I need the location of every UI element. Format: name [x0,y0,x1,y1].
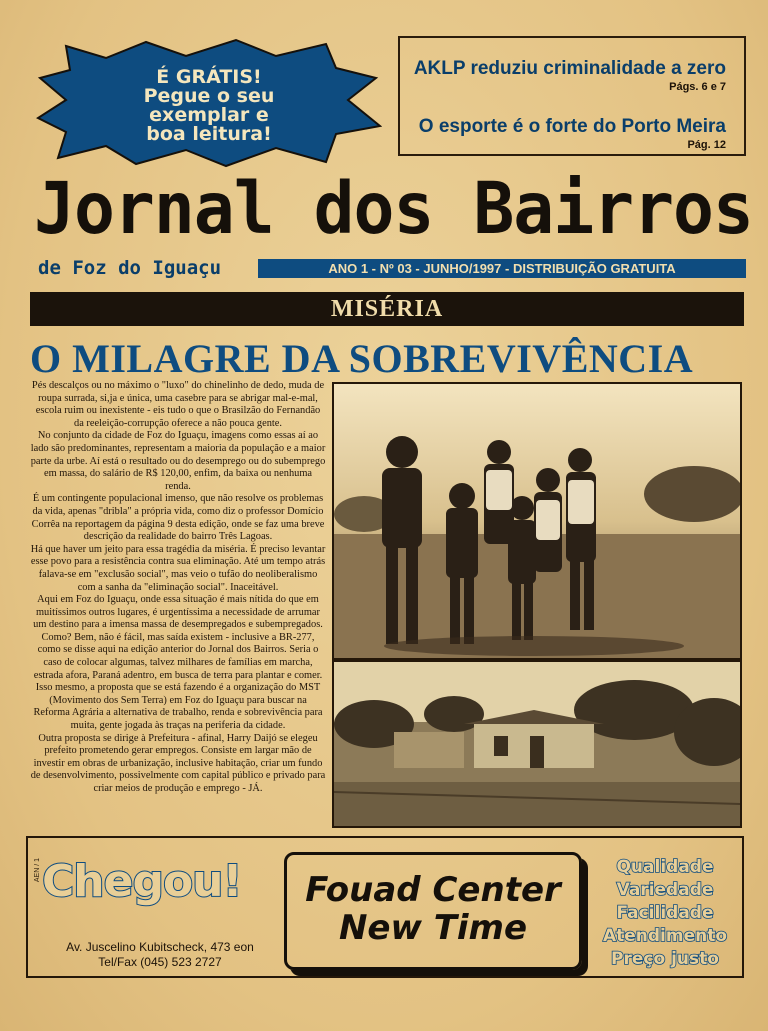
article-paragraph: Outra proposta se dirige à Prefeitura - afinal, Harry Daijó se elegeu prefeito prometendo gerar empregos. Consiste em largar mão de investir em obras de urbanização, inclusive habitação, criar um fundo de desenvolvimento, possivelmente com capital público e privado para criar meios de produção e emprego - JÁ. [30,732,326,794]
article-paragraph: Isso mesmo, a proposta que se está fazendo é a organização do MST (Movimento dos Sem Terra) em Foz do Iguaçu para buscar na Reforma Agrária a alternativa de trabalho, renda e sobrevivência para muita, gente jogada às traças na periferia da cidade. [33,682,323,732]
ad-phone-line: Tel/Fax (045) 523 2727 [98,955,222,969]
children-photo-image [334,384,740,658]
article-paragraph: Pés descalços ou no máximo o "luxo" do chinelinho de dedo, muda de roupa surrada, si,ja e única, uma casebre para se abrigar mal-e-mal, escola ruim ou inexistente - eis tudo o que o Brasilzão do Fernandão da reeleição-corrupção oferece a não pouca gente. [31,380,325,429]
teaser-box [398,36,746,156]
article-paragraph: No conjunto da cidade de Foz do Iguaçu, imagens como essas aí ao lado são predominantes, representam a maioria da população e a maior parte da urbe. Aí está o resultado ou do desemprego ou do subemprego em massa, do salário de R$ 120,00, enfim, da baixa ou nenhuma renda. [30,430,326,492]
ad-feature: Variedade [616,880,714,900]
teaser-pages: Págs. 6 e 7 [669,81,726,93]
article-body [30,380,326,830]
ad-headline: Chegou! [42,856,242,907]
masthead-title: Jornal dos Bairros [34,168,753,251]
promo-line: É GRÁTIS! [156,66,262,88]
advertisement [26,836,744,978]
ad-features [592,856,738,971]
teaser-pages: Pág. 12 [687,139,726,151]
main-headline: O MILAGRE DA SOBREVIVÊNCIA [30,336,694,381]
houses-photo-image [334,662,740,826]
promo-line: boa leitura! [146,123,272,145]
photo-houses [332,660,742,828]
article-paragraph: Há que haver um jeito para essa tragédia da miséria. É preciso levantar esse povo para a resistência contra sua eliminação. Até um tempo atrás falava-se em "exclusão social", mas veio o tufão do neoliberalismo com a sanha da "eliminação social". Inaceitável. [30,543,326,593]
ad-address-line: Av. Juscelino Kubitscheck, 473 eon [66,940,254,954]
free-copy-starburst [36,38,382,168]
store-name-line: New Time [338,908,528,948]
ad-address [42,940,278,970]
promo-line: Pegue o seu [143,85,275,107]
ad-feature: Qualidade [616,857,714,877]
store-name-line: Fouad Center [305,870,561,910]
article-paragraph: É um contingente populacional imenso, que não resolve os problemas da vida, apenas "dribla" a própria vida, como diz o professor Domício Corrêa na reportagem da página 9 desta edição, onde se faz uma breve descrição da realidade do bairro Três Lagoas. [31,493,325,543]
teaser-title: O esporte é o forte do Porto Meira [418,116,726,137]
ad-code: AEN / 1 [34,858,41,883]
masthead-subtitle: de Foz do Iguaçu [38,257,222,279]
promo-line: exemplar e [149,104,269,126]
photo-children [332,382,742,660]
store-name-box [284,852,582,970]
teaser-item [400,58,744,93]
promo-text [36,68,382,144]
section-label: MISÉRIA [30,292,744,326]
article-paragraph: Como? Bem, não é fácil, mas saída existem - inclusive a BR-277, como se disse aqui na edição anterior do Jornal dos Bairros. Seria o caso de colocar algumas, talvez milhares de famílias em marcha, estrada afora, Paraná adentro, em busca de terra para plantar e comer. [33,631,323,681]
ad-feature: Preço justo [611,949,719,969]
teaser-item [400,116,744,151]
teaser-title: AKLP reduziu criminalidade a zero [413,58,726,79]
ad-feature: Facilidade [616,903,714,923]
article-paragraph: Aqui em Foz do Iguaçu, onde essa situação é mais nítida do que em muitíssimos outros lugares, é urgentíssima a necessidade de arrumar um destino para a imensa massa de desempregados e subempregados. [33,594,323,631]
edition-bar: ANO 1 - Nº 03 - JUNHO/1997 - DISTRIBUIÇÃO GRATUITA [258,259,746,278]
ad-feature: Atendimento [602,926,728,946]
